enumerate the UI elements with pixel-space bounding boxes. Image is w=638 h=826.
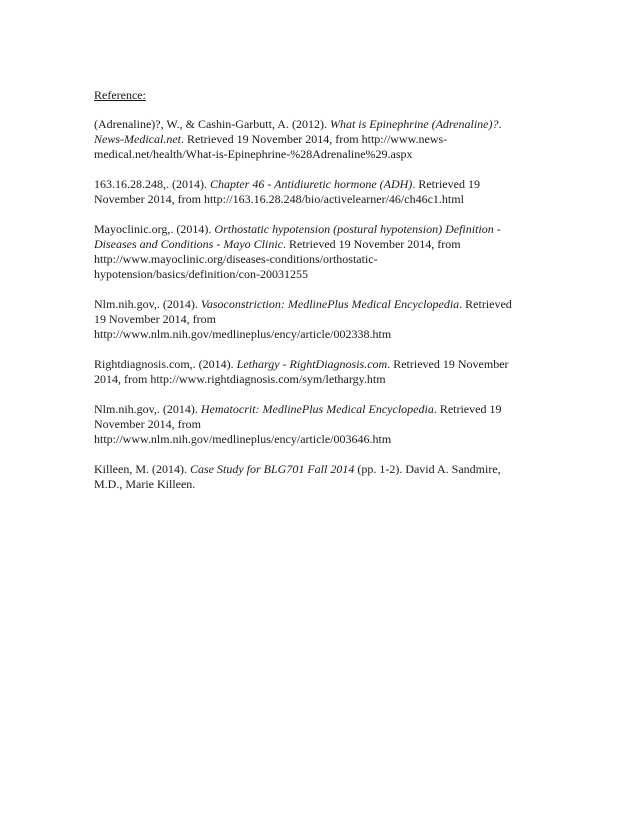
reference-text: Nlm.nih.gov,. (2014).	[94, 297, 201, 311]
references-heading: Reference:	[94, 88, 146, 102]
reference-title: News-Medical.net	[94, 132, 181, 146]
reference-text: (Adrenaline)?, W., & Cashin-Garbutt, A. (2012).	[94, 117, 330, 131]
reference-entry	[94, 357, 554, 387]
reference-text: .	[498, 117, 502, 131]
reference-line	[94, 117, 554, 132]
reference-title: Vasoconstriction: MedlinePlus Medical Encyclopedia	[200, 297, 460, 311]
reference-text: hypotension/basics/definition/con-20031255	[94, 267, 308, 281]
reference-title: Lethargy - RightDiagnosis.com	[236, 357, 388, 371]
reference-title: Chapter 46 - Antidiuretic hormone (ADH)	[210, 177, 413, 191]
reference-line	[94, 462, 554, 477]
reference-line	[94, 402, 554, 417]
reference-text: Nlm.nih.gov,. (2014).	[94, 402, 201, 416]
reference-text: Killeen, M. (2014).	[94, 462, 190, 476]
reference-line	[94, 237, 554, 252]
reference-line	[94, 252, 554, 267]
reference-text: medical.net/health/What-is-Epinephrine-%28Adrenaline%29.aspx	[94, 147, 413, 161]
reference-entry	[94, 462, 554, 492]
reference-text: Mayoclinic.org,. (2014).	[94, 222, 215, 236]
reference-text: . Retrieved 19 November 2014, from	[283, 237, 461, 251]
reference-title: What is Epinephrine (Adrenaline)?	[329, 117, 499, 131]
reference-list	[94, 117, 554, 492]
reference-line	[94, 417, 554, 432]
reference-line	[94, 477, 554, 492]
references-section	[94, 88, 554, 507]
reference-text: 19 November 2014, from	[94, 312, 216, 326]
reference-line	[94, 192, 554, 207]
reference-line	[94, 327, 554, 342]
reference-entry	[94, 222, 554, 282]
reference-line	[94, 177, 554, 192]
reference-line	[94, 312, 554, 327]
reference-line	[94, 357, 554, 372]
reference-text: http://www.nlm.nih.gov/medlineplus/ency/article/003646.htm	[94, 432, 392, 446]
reference-text: . Retrieved 19	[433, 402, 502, 416]
reference-text: Rightdiagnosis.com,. (2014).	[94, 357, 237, 371]
reference-line	[94, 297, 554, 312]
reference-line	[94, 132, 554, 147]
reference-text: (pp. 1-2). David A. Sandmire,	[354, 462, 501, 476]
reference-text: 2014, from http://www.rightdiagnosis.com/sym/lethargy.htm	[94, 372, 386, 386]
reference-title: Orthostatic hypotension (postural hypotension) Definition -	[214, 222, 501, 236]
reference-line	[94, 222, 554, 237]
reference-text: http://www.mayoclinic.org/diseases-conditions/orthostatic-	[94, 252, 378, 266]
reference-text: 163.16.28.248,. (2014).	[94, 177, 210, 191]
reference-entry	[94, 117, 554, 162]
reference-title: Hematocrit: MedlinePlus Medical Encyclopedia	[200, 402, 434, 416]
reference-text: . Retrieved	[459, 297, 512, 311]
reference-text: . Retrieved 19 November 2014, from http://www.news-	[180, 132, 448, 146]
reference-text: http://www.nlm.nih.gov/medlineplus/ency/article/002338.htm	[94, 327, 392, 341]
reference-text: M.D., Marie Killeen.	[94, 477, 196, 491]
reference-line	[94, 372, 554, 387]
reference-entry	[94, 402, 554, 447]
reference-line	[94, 147, 554, 162]
reference-line	[94, 432, 554, 447]
reference-text: . Retrieved 19 November	[387, 357, 509, 371]
reference-text: . Retrieved 19	[412, 177, 480, 191]
reference-entry	[94, 297, 554, 342]
reference-title: Diseases and Conditions - Mayo Clinic	[94, 237, 283, 251]
reference-title: Case Study for BLG701 Fall 2014	[189, 462, 355, 476]
reference-line	[94, 267, 554, 282]
reference-text: November 2014, from	[94, 417, 201, 431]
reference-text: November 2014, from http://163.16.28.248/bio/activelearner/46/ch46c1.html	[94, 192, 464, 206]
reference-entry	[94, 177, 554, 207]
